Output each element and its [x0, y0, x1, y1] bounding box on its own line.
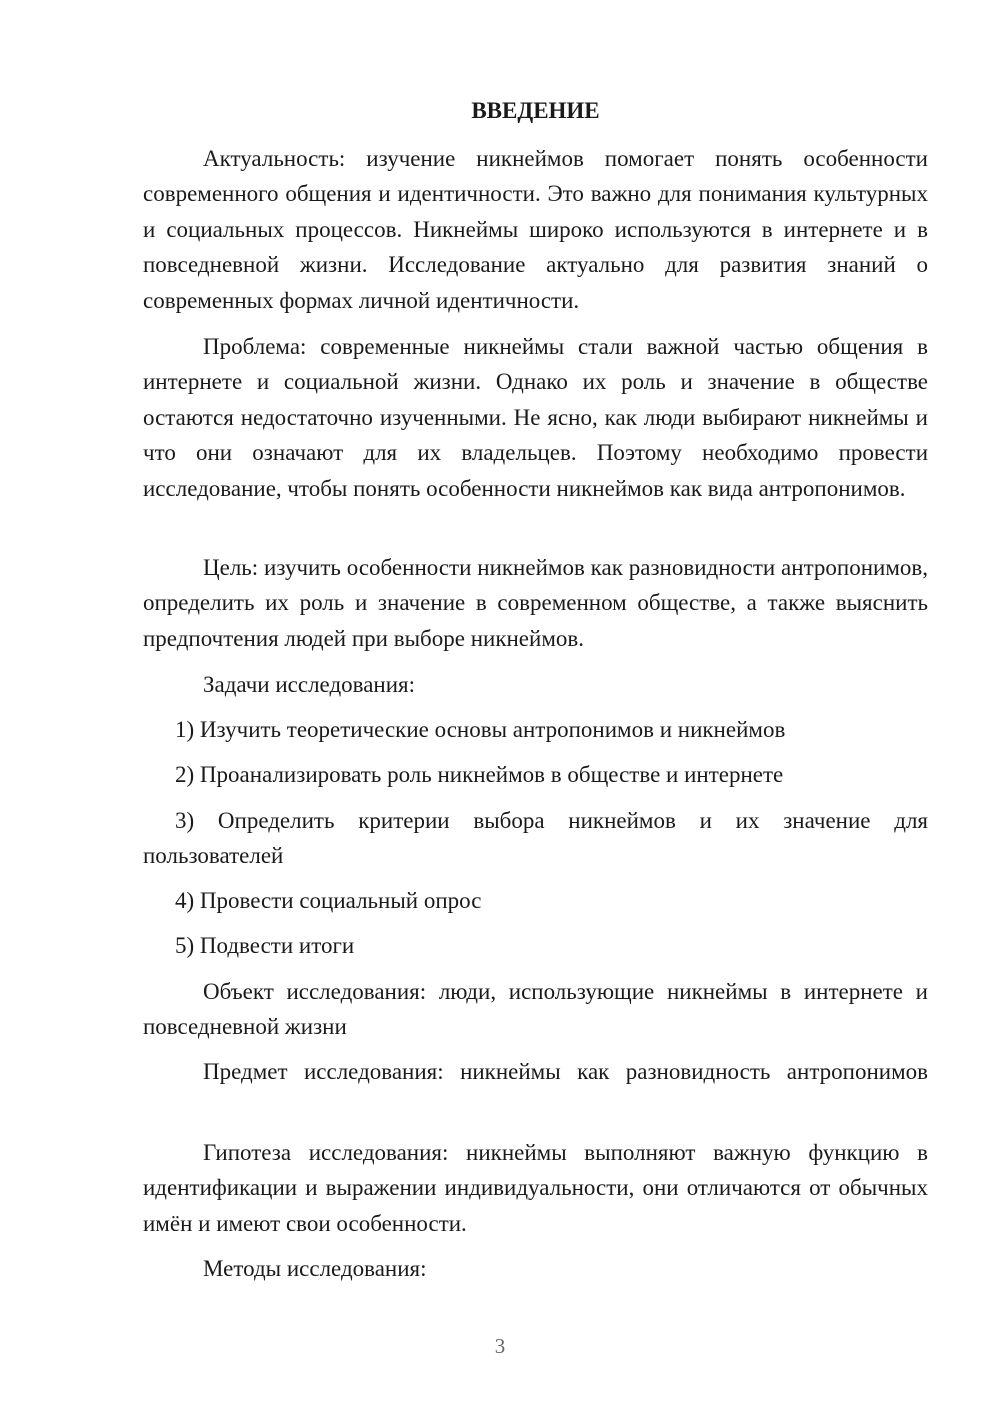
task-item-2: 2) Проанализировать роль никнеймов в обществе и интернете — [175, 762, 784, 787]
paragraph-problem: Проблема: современные никнеймы стали важной частью общения в интернете и социальной жизни. Однако их роль и значение в обществе остаются недостаточно изученными. Не ясно, как люди выбирают никнеймы и что они означают для их владельцев. Поэтому необходимо провести исследование, чтобы понять особенности никнеймов как вида антропонимов. — [143, 334, 928, 501]
task-item-1: 1) Изучить теоретические основы антропонимов и никнеймов — [175, 717, 786, 742]
page-number: 3 — [494, 1334, 506, 1358]
task-item-4: 4) Провести социальный опрос — [175, 888, 482, 913]
task-item-3: 3) Определить критерии выбора никнеймов и их значение для пользователей — [143, 808, 928, 869]
paragraph-relevance: Актуальность: изучение никнеймов помогает понять особенности современного общения и идентичности. Это важно для понимания культурных и социальных процессов. Никнеймы широко используются в интернете и в повседневной жизни. Исследование актуально для развития знаний о современных формах личной идентичности. — [143, 146, 928, 313]
paragraph-object: Объект исследования: люди, использующие никнеймы в интернете и повседневной жизни — [143, 979, 928, 1040]
methods-title: Методы исследования: — [203, 1256, 427, 1281]
paragraph-subject: Предмет исследования: никнеймы как разновидность антропонимов — [203, 1059, 928, 1084]
tasks-title: Задачи исследования: — [203, 672, 416, 697]
task-item-5: 5) Подвести итоги — [175, 933, 355, 958]
paragraph-goal: Цель: изучить особенности никнеймов как разновидности антропонимов, определить их роль и значение в современном обществе, а также выяснить предпочтения людей при выборе никнеймов. — [143, 555, 928, 651]
paragraph-hypothesis: Гипотеза исследования: никнеймы выполняют важную функцию в идентификации и выражении индивидуальности, они отличаются от обычных имён и имеют свои особенности. — [143, 1140, 928, 1236]
section-heading: ВВЕДЕНИЕ — [471, 98, 600, 123]
